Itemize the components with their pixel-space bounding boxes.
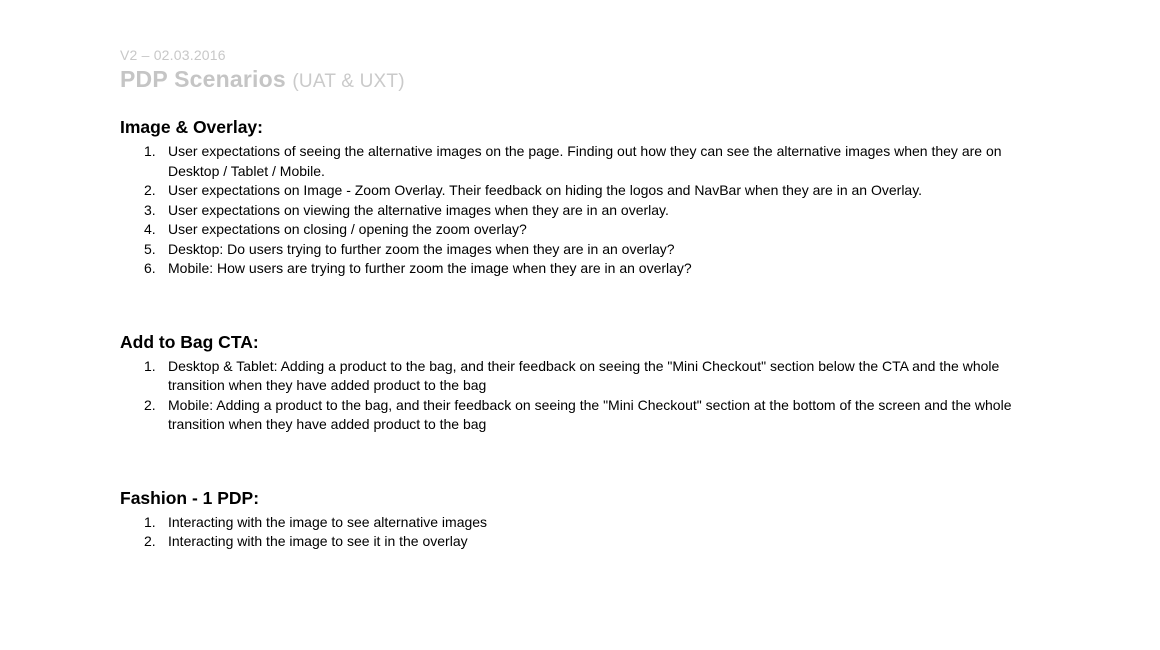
scenario-list	[120, 357, 1042, 435]
list-item: Mobile: How users are trying to further zoom the image when they are in an overlay?	[168, 260, 692, 276]
section-heading: Add to Bag CTA:	[120, 331, 259, 352]
list-item: User expectations on Image - Zoom Overlay. Their feedback on hiding the logos and NavBar when they are in an Overlay.	[168, 182, 923, 198]
section-heading: Fashion - 1 PDP:	[120, 487, 260, 508]
list-item: Interacting with the image to see it in the overlay	[168, 533, 468, 549]
section-heading: Image & Overlay:	[120, 117, 263, 137]
scenario-list	[120, 142, 1042, 279]
list-item: User expectations on viewing the alternative images when they are in an overlay.	[168, 201, 669, 218]
section-add-to-bag-cta	[120, 332, 1042, 435]
section-fashion-1-pdp	[120, 488, 1042, 552]
document-header	[120, 47, 1042, 95]
list-item: Mobile: Adding a product to the bag, and their feedback on seeing the "Mini Checkout" section at the bottom of the screen and the whole transition when they have added product to the bag	[168, 396, 1012, 432]
page-title-main: PDP Scenarios	[120, 66, 286, 92]
list-item: Interacting with the image to see alternative images	[168, 513, 488, 530]
section-image-overlay	[120, 117, 1042, 279]
page-title	[120, 66, 1042, 95]
scenario-list	[120, 513, 1042, 552]
list-item: Desktop: Do users trying to further zoom the images when they are in an overlay?	[168, 240, 675, 257]
list-item: User expectations of seeing the alternative images on the page. Finding out how they can see the alternative images when they are on Desktop / Tablet / Mobile.	[168, 143, 1002, 179]
version-line: V2 – 02.03.2016	[120, 47, 226, 63]
list-item: User expectations on closing / opening the zoom overlay?	[168, 221, 527, 237]
page-title-suffix: (UAT & UXT)	[292, 71, 405, 92]
list-item: Desktop & Tablet: Adding a product to the bag, and their feedback on seeing the "Mini Checkout" section below the CTA and the whole transition when they have added product to the bag	[168, 357, 1000, 393]
